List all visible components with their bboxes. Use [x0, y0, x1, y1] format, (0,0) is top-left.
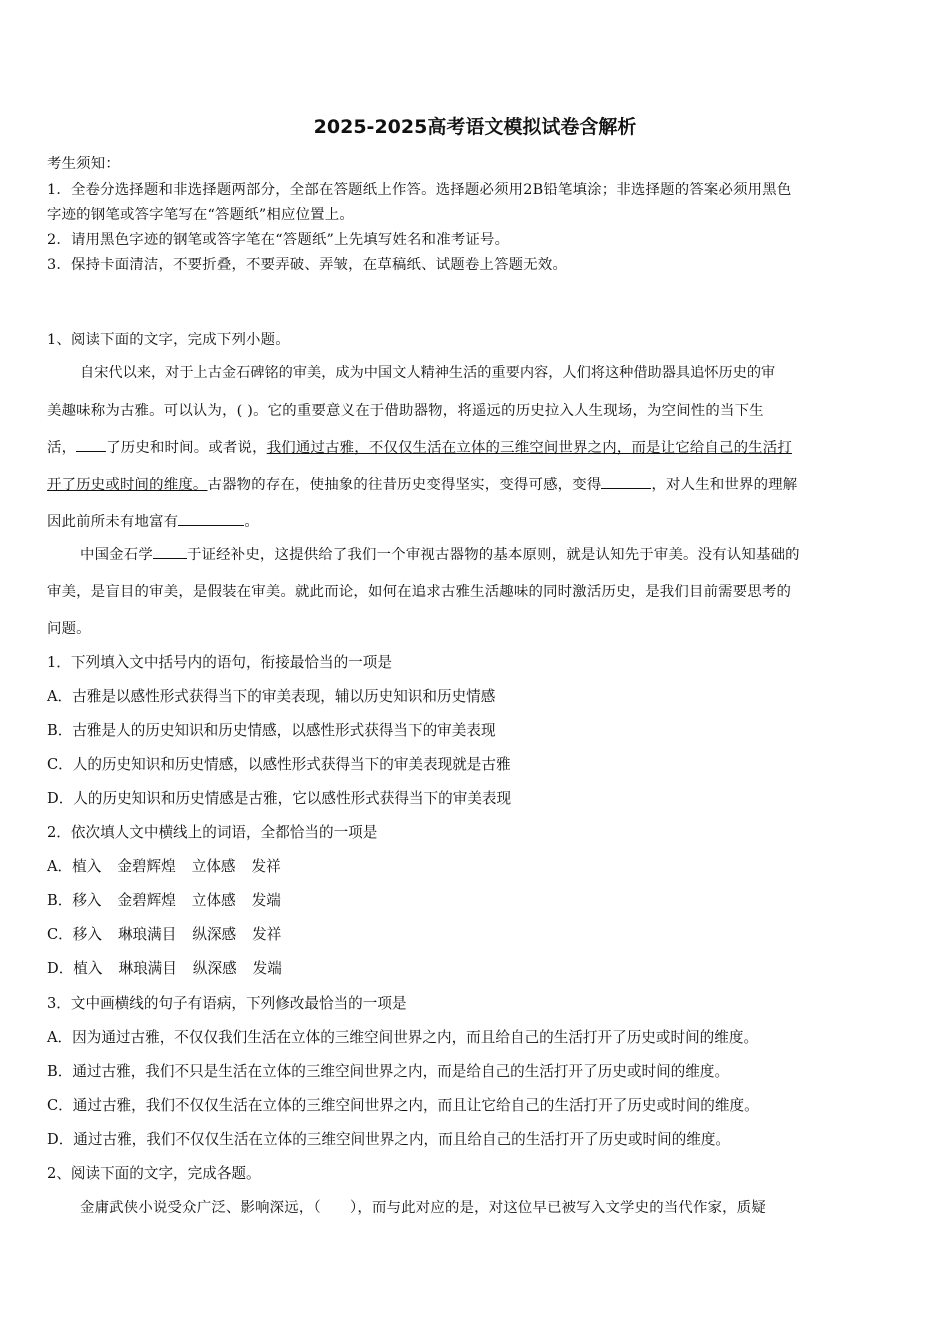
answer-blank: [178, 513, 244, 526]
option-word: 琳琅满目: [117, 926, 177, 943]
passage-text: 。: [244, 514, 259, 530]
passage-text: 于证经补史，这提供给了我们一个审视古器物的基本原则，就是认知先于审美。没有认知基础的: [186, 547, 800, 563]
question-2-option-b[interactable]: [47, 889, 281, 910]
section-2-passage-line-1: 金庸武侠小说受众广泛、影响深远，（ ），而与此对应的是，对这位早已被写入文学史的当代作家，质疑: [80, 1200, 766, 1216]
answer-blank: [76, 439, 106, 452]
question-3-option-b[interactable]: B．通过古雅，我们不只是生活在立体的三维空间世界之内，而是给自己的生活打开了历史或时间的维度。: [47, 1063, 730, 1080]
question-1-option-a[interactable]: A．古雅是以感性形式获得当下的审美表现，辅以历史知识和历史情感: [47, 688, 496, 705]
passage-text: 古器物的存在，使抽象的往昔历史变得坚实，变得可感，变得: [207, 477, 602, 493]
question-1-option-b[interactable]: B．古雅是人的历史知识和历史情感，以感性形式获得当下的审美表现: [47, 722, 496, 739]
passage-text: 中国金石学: [80, 547, 153, 563]
answer-blank: [153, 546, 187, 559]
question-3-stem: 3．文中画横线的句子有语病，下列修改最恰当的一项是: [47, 995, 407, 1012]
option-word: 立体感: [191, 892, 236, 909]
option-word: C．移入: [47, 926, 102, 943]
option-word: 金碧辉煌: [117, 858, 176, 875]
notice-item-2: 2．请用黑色字迹的钢笔或答字笔在“答题纸”上先填写姓名和准考证号。: [47, 232, 510, 248]
question-1-option-d[interactable]: D．人的历史知识和历史情感是古雅，它以感性形式获得当下的审美表现: [47, 790, 512, 807]
notice-item-1-cont: 字迹的钢笔或答字笔写在“答题纸”相应位置上。: [47, 207, 354, 223]
question-2-option-d[interactable]: [47, 957, 282, 978]
option-word: 金碧辉煌: [117, 892, 176, 909]
passage-text: 活，: [47, 440, 77, 456]
passage-1-line-2: 美趣味称为古雅。可以认为，( )。它的重要意义在于借助器物，将遥远的历史拉入人生现场，为空间性的当下生: [47, 403, 764, 419]
question-3-option-a[interactable]: A．因为通过古雅，不仅仅我们生活在立体的三维空间世界之内，而且给自己的生活打开了历史或时间的维度。: [47, 1029, 759, 1046]
passage-2-line-3: 问题。: [47, 621, 91, 637]
underlined-sentence: 开了历史或时间的维度。: [47, 477, 208, 493]
passage-text: 了历史和时间。或者说，: [106, 440, 267, 456]
option-word: 纵深感: [192, 926, 237, 943]
notice-item-3: 3．保持卡面清洁，不要折叠，不要弄破、弄皱，在草稿纸、试题卷上答题无效。: [47, 257, 568, 273]
document-title: 2025-2025高考语文模拟试卷含解析: [313, 116, 637, 138]
question-3-option-c[interactable]: C．通过古雅，我们不仅仅生活在立体的三维空间世界之内，而且让它给自己的生活打开了历史或时间的维度。: [47, 1097, 759, 1114]
notice-heading: 考生须知：: [47, 156, 120, 172]
passage-1-line-1: [80, 362, 901, 382]
question-2-option-a[interactable]: [47, 855, 281, 876]
passage-1-line-4: [47, 473, 903, 494]
option-word: A．植入: [47, 858, 102, 875]
section-1-heading: 1、阅读下面的文字，完成下列小题。: [47, 332, 290, 348]
option-word: B．移入: [47, 892, 102, 909]
option-word: 琳琅满目: [118, 960, 177, 977]
option-word: 发端: [252, 960, 282, 977]
question-2-option-c[interactable]: [47, 923, 281, 944]
passage-text: ，对人生和世界的理解: [651, 477, 798, 493]
question-1-stem: 1．下列填入文中括号内的语句，衔接最恰当的一项是: [47, 654, 392, 671]
question-1-option-c[interactable]: C．人的历史知识和历史情感，以感性形式获得当下的审美表现就是古雅: [47, 756, 511, 773]
option-word: 立体感: [191, 858, 236, 875]
option-word: 发端: [251, 892, 281, 909]
passage-1-line-5: [47, 510, 903, 531]
passage-text: 自宋代以来，对于上古金石碑铭的审美，成为中国文人精神生活的重要内容，人们将这种借助器具追怀历史的审: [80, 365, 776, 381]
passage-2-line-1: [80, 543, 936, 564]
section-2-heading: 2、阅读下面的文字，完成各题。: [47, 1165, 261, 1182]
question-2-stem: 2．依次填人文中横线上的词语，全都恰当的一项是: [47, 824, 378, 841]
question-3-option-d[interactable]: D．通过古雅，我们不仅仅生活在立体的三维空间世界之内，而且给自己的生活打开了历史或时间的维度。: [47, 1131, 731, 1148]
option-word: 纵深感: [192, 960, 237, 977]
passage-1-line-3: [47, 436, 903, 457]
answer-blank: [601, 476, 651, 489]
passage-text: 因此前所未有地富有: [47, 514, 179, 530]
notice-item-1: 1．全卷分选择题和非选择题两部分，全部在答题纸上作答。选择题必须用2B铅笔填涂；非选择题的答案必须用黑色: [47, 182, 792, 198]
underlined-sentence: 我们通过古雅，不仅仅生活在立体的三维空间世界之内，而是让它给自己的生活打: [266, 440, 792, 456]
option-word: 发祥: [252, 926, 282, 943]
passage-2-line-2: 审美，是盲目的审美，是假装在审美。就此而论，如何在追求古雅生活趣味的同时激活历史，是我们目前需要思考的: [47, 584, 792, 600]
option-word: 发祥: [251, 858, 281, 875]
option-word: D．植入: [47, 960, 103, 977]
